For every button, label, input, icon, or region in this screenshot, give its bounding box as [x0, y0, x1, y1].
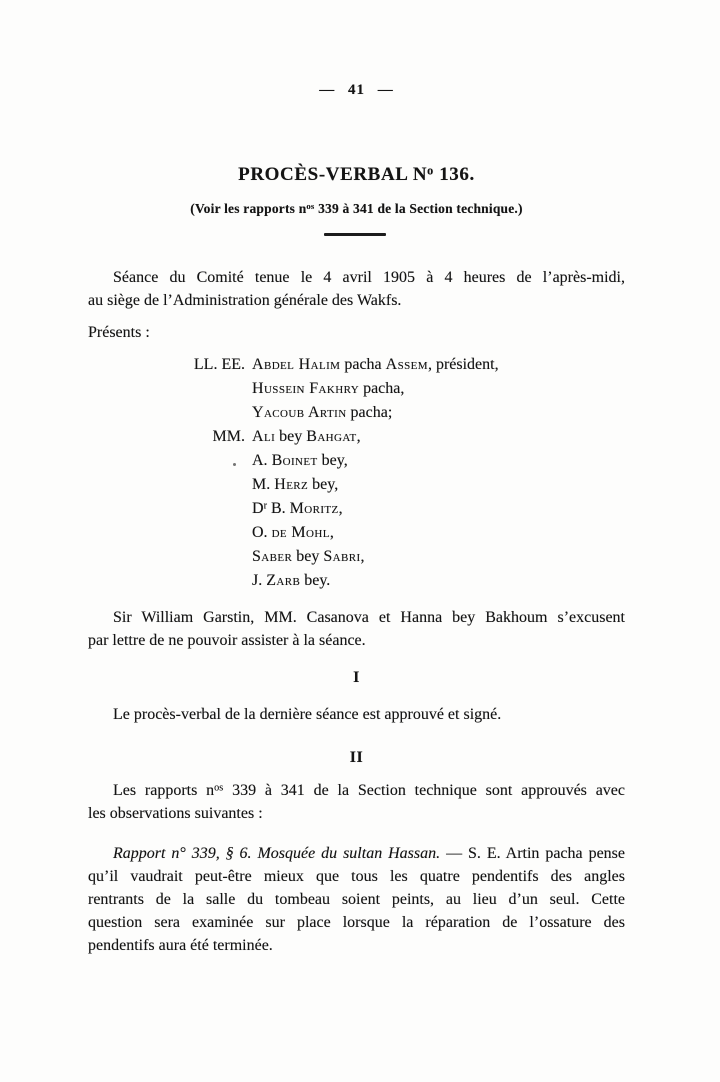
doc-title: PROCÈS-VERBAL $N^o$ 136. [238, 163, 475, 185]
paragraph-rapport-339-hassan [88, 842, 625, 957]
presents-row-name: Hussein Fakhry pacha, [252, 380, 405, 397]
presents-row [88, 497, 625, 521]
text-line: qu’il vaudrait peut-être mieux que tous les quatre pendentifs des angles [88, 868, 625, 885]
presents-row-name: Yacoub Artin pacha; [252, 404, 393, 421]
presents-row-name: $D^r$ B. Moritz, [252, 500, 343, 517]
presents-row-name: J. Zarb bey. [252, 572, 331, 589]
presents-row-name: M. Herz bey, [252, 476, 339, 493]
section-2-heading: II [349, 749, 364, 766]
doc-subtitle: (Voir les rapports $n^{os}$ 339 à 341 de la Section technique.) [190, 201, 523, 216]
presents-row [88, 521, 625, 545]
text-line: au siège de l’Administration générale des Wakfs. [88, 292, 402, 309]
presents-row [88, 401, 625, 425]
scan-artifact-dot [233, 463, 236, 466]
presents-row [88, 353, 625, 377]
presents-row-name: Ali bey Bahgat, [252, 428, 361, 445]
presents-row [88, 545, 625, 569]
page-number: — 41 — [319, 82, 394, 98]
text-line: Le procès-verbal de la dernière séance est approuvé et signé. [113, 706, 502, 723]
paragraph-excuses [88, 606, 625, 652]
title-rule [324, 233, 386, 236]
text-line: question sera examinée sur place lorsque la réparation de l’ossature des [88, 914, 625, 931]
presents-list [88, 353, 625, 593]
presents-row [88, 473, 625, 497]
presents-row-prefix: LL. EE. [193, 356, 245, 373]
presents-row-name: Abdel Halim pacha Assem, président, [252, 356, 499, 373]
presents-label: Présents : [88, 324, 150, 341]
text-line: Les rapports $n^{os}$ 339 à 341 de la Section technique sont approuvés avec [113, 782, 626, 799]
presents-row-prefix: MM. [212, 428, 245, 445]
presents-row [88, 569, 625, 593]
presents-row-name: Saber bey Sabri, [252, 548, 365, 565]
text-line: Séance du Comité tenue le 4 avril 1905 à 4 heures de l’après-midi, [113, 269, 625, 286]
presents-row [88, 425, 625, 449]
text-line: les observations suivantes : [88, 805, 263, 822]
paragraph-seance [88, 266, 625, 312]
text-line: rentrants de la salle du tombeau soient peints, au lieu d’un seul. Cette [88, 891, 625, 908]
text-line: pendentifs aura été terminée. [88, 937, 273, 954]
presents-row [88, 377, 625, 401]
presents-row-name: O. de Mohl, [252, 524, 334, 541]
paragraph-rapports-approuves [88, 779, 625, 825]
section-1-heading: I [353, 669, 360, 686]
presents-row [88, 449, 625, 473]
paragraph-proces-verbal-approuve [88, 703, 625, 726]
presents-row-name: A. Boinet bey, [252, 452, 348, 469]
text-line: Rapport n° 339, § 6. Mosquée du sultan Hassan. — S. E. Artin pacha pense [113, 845, 625, 862]
text-line: par lettre de ne pouvoir assister à la séance. [88, 632, 366, 649]
text-line: Sir William Garstin, MM. Casanova et Hanna bey Bakhoum s’excusent [113, 609, 625, 626]
